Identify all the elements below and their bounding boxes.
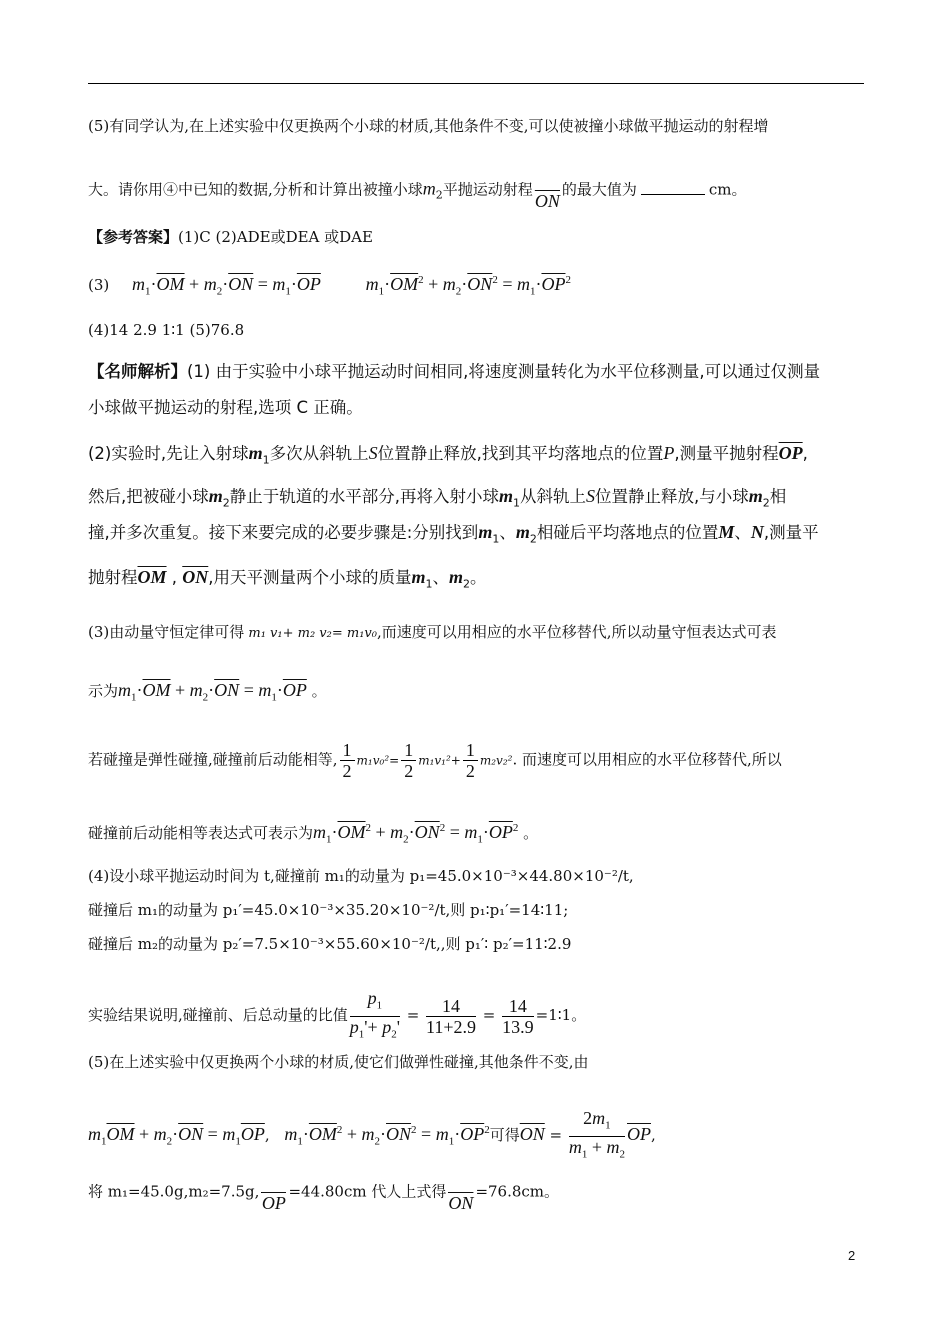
analysis-p5-b: $m_1\overline{OM} + m_2\cdot\overline{ON} = m_1\overline{OP}$, $m_1\cdot\overline{OM}^2 + m_2\cdot\overline{ON}^2 = m_1\cdot\overline{OP}^2$可得$\overline{ON}$ = $\frac{2m_1}{m_1 + m_2}$ $\overline{OP}$,	[88, 1108, 656, 1164]
analysis-p3-c: 若碰撞是弹性碰撞,碰撞前后动能相等, $\frac{1}{2}$ m₁v₀²= $\frac{1}{2}$ m₁v₁²+ $\frac{1}{2}$ m₂v₂². 而速度可以用相应的水平位移替代,所以	[88, 740, 782, 781]
answer-line1: 【参考答案】(1)C (2)ADE或DEA 或DAE	[88, 228, 373, 246]
analysis-p4-b: 碰撞后 m₁的动量为 p₁′=45.0×10⁻³×35.20×10⁻²/t,则 p₁∶p₁′=14∶11;	[88, 901, 569, 919]
page-number: 2	[848, 1248, 856, 1263]
analysis-p5-c: 将 m₁=45.0g,m₂=7.5g, $\overline{OP}$ =44.80cm 代人上式得 $\overline{ON}$ =76.8cm。	[88, 1172, 559, 1213]
analysis-p5-a: (5)在上述实验中仅更换两个小球的材质,使它们做弹性碰撞,其他条件不变,由	[88, 1053, 589, 1071]
analysis-p2-b: 然后,把被碰小球$m_2$静止于轨道的水平部分,再将入射小球$m_1$从斜轨上S位置静止释放,与小球$m_2$相	[88, 486, 787, 510]
ratio-fraction-1: $\frac{p_1}{p_1'+ p_2'}$	[349, 988, 400, 1041]
analysis-p3-b: 示为$m_1\cdot\overline{OM} + m_2\cdot\overline{ON} = m_1\cdot\overline{OP}$ 。	[88, 680, 327, 704]
fraction-ON: $\overline{ON}$	[535, 170, 560, 211]
answer-line3: (4)14 2.9 1∶1 (5)76.8	[88, 321, 245, 339]
answer-line2: (3) $m_1\cdot\overline{OM} + m_2\cdot\overline{ON} = m_1\cdot\overline{OP}$ $m_1\cdot\overline{OM}^2 + m_2\cdot\overline{ON}^2 = m_1\cdot\overline{OP}^2$	[88, 274, 571, 298]
momentum-equation: $m_1\cdot\overline{OM} + m_2\cdot\overline{ON} = m_1\cdot\overline{OP}$	[132, 274, 321, 298]
analysis-p1-a: 【名师解析】(1) 由于实验中小球平抛运动时间相同,将速度测量转化为水平位移测量,可以通过仅测量	[88, 362, 821, 381]
analysis-p2-c: 撞,并多次重复。接下来要完成的必要步骤是:分别找到$m_1$、$m_2$相碰后平均落地点的位置M、N,测量平	[88, 522, 819, 546]
max-range-fraction: $\frac{2m_1}{m_1 + m_2}$	[568, 1108, 625, 1161]
analysis-p2-d: 抛射程$\overline{OM}$ , $\overline{ON}$,用天平测量两个小球的质量$m_1$、$m_2$。	[88, 567, 487, 591]
analysis-p4-d: 实验结果说明,碰撞前、后总动量的比值 $\frac{p_1}{p_1'+ p_2'}$ = $\frac{14}{11+2.9}$ = $\frac{14}{13.9}$ =1∶1。	[88, 988, 586, 1044]
energy-equation: $m_1\cdot\overline{OM}^2 + m_2\cdot\overline{ON}^2 = m_1\cdot\overline{OP}^2$	[365, 274, 571, 298]
answer-blank[interactable]	[641, 194, 705, 195]
analysis-p1-b: 小球做平抛运动的射程,选项 C 正确。	[88, 398, 363, 417]
analysis-p3-d: 碰撞前后动能相等表达式可表示为$m_1\cdot\overline{OM}^2 + m_2\cdot\overline{ON}^2 = m_1\cdot\overline{OP}^2$ 。	[88, 822, 539, 846]
analysis-p4-c: 碰撞后 m₂的动量为 p₂′=7.5×10⁻³×55.60×10⁻²/t,,则 p₁′∶ p₂′=11∶2.9	[88, 935, 572, 953]
analysis-p3-a: (3)由动量守恒定律可得 m₁ v₁+ m₂ v₂= m₁v₀,而速度可以用相应的水平位移替代,所以动量守恒表达式可表	[88, 623, 777, 641]
q5-line1: (5)有同学认为,在上述实验中仅更换两个小球的材质,其他条件不变,可以使被撞小球做平抛运动的射程增	[88, 117, 769, 135]
analysis-p2-a: (2)实验时,先让入射球$m_1$多次从斜轨上S位置静止释放,找到其平均落地点的位置P,测量平抛射程$\overline{OP}$,	[88, 443, 808, 467]
analysis-p4-a: (4)设小球平抛运动时间为 t,碰撞前 m₁的动量为 p₁=45.0×10⁻³×44.80×10⁻²/t,	[88, 867, 634, 885]
q5-line2: 大。请你用④中已知的数据,分析和计算出被撞小球$m_2$平抛运动射程 $\overline{ON}$ 的最大值为 cm。	[88, 170, 747, 211]
header-rule	[88, 83, 864, 84]
